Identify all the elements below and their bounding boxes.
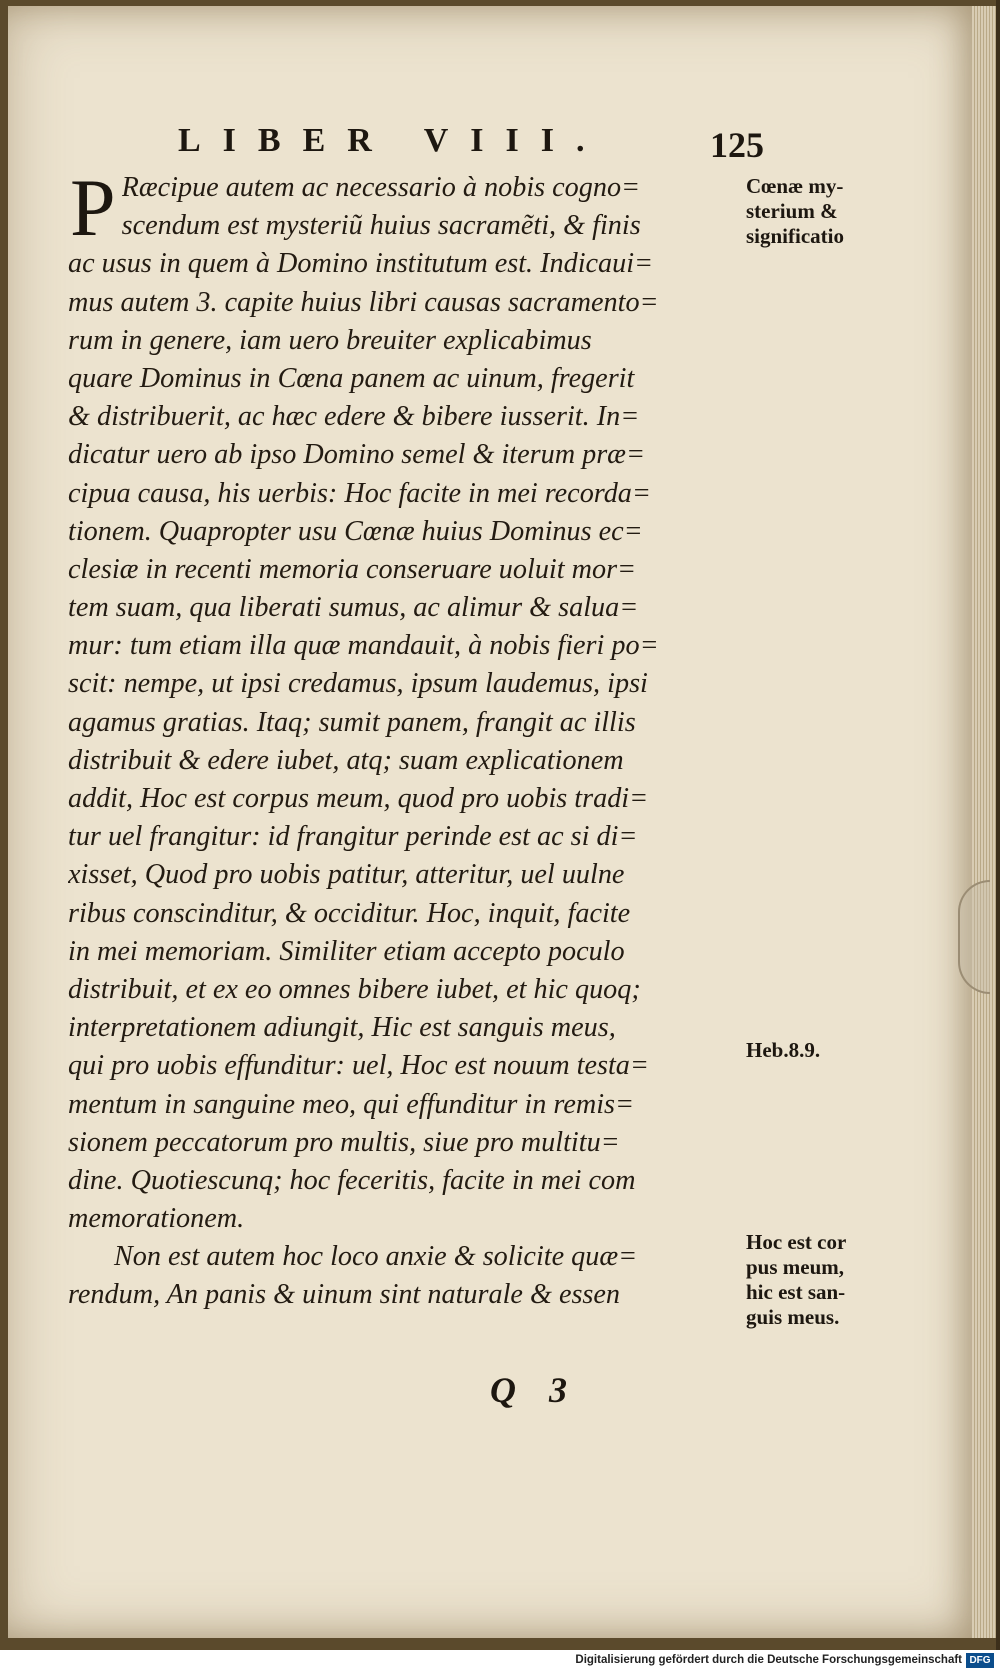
page-number: 125 (710, 125, 764, 165)
text-line: qui pro uobis effunditur: uel, Hoc est nouum testa= (68, 1050, 649, 1082)
margin-note (746, 1230, 881, 1330)
funding-credit: Digitalisierung gefördert durch die Deutsche Forschungsgemeinschaft (575, 1654, 962, 1666)
text-line: mur: tum etiam illa quæ mandauit, à nobis fieri po= (68, 630, 659, 662)
scan-edge (996, 0, 1000, 1650)
running-head: LIBER VIII. (178, 122, 607, 159)
text-line: mus autem 3. capite huius libri causas sacramento= (68, 286, 659, 318)
text-line: tur uel frangitur: id frangitur perinde est ac si di= (68, 821, 638, 853)
margin-note-line: pus meum, (746, 1255, 845, 1279)
text-line: memorationem. (68, 1203, 245, 1235)
page-fore-edge (972, 6, 996, 1638)
text-line: dine. Quotiescunq; hoc feceritis, facite in mei com (68, 1164, 636, 1196)
body-text (68, 162, 748, 1315)
text-line: in mei memoriam. Similiter etiam accepto poculo (68, 935, 625, 967)
signature-mark: Q 3 (490, 1370, 579, 1410)
text-line: Ræcipue autem ac necessario à nobis cogno= (121, 172, 641, 203)
text-line: cipua causa, his uerbis: Hoc facite in mei recorda= (68, 477, 651, 509)
text-line: ribus conscinditur, & occiditur. Hoc, inquit, facite (68, 897, 631, 929)
margin-note-line: guis meus. (746, 1305, 840, 1329)
text-line: xisset, Quod pro uobis patitur, atteritur, uel uulne (68, 859, 625, 891)
text-line: interpretationem adiungit, Hic est sanguis meus, (68, 1012, 616, 1044)
text-line: tionem. Quapropter usu Cœnæ huius Dominus ec= (68, 515, 643, 547)
text-line: distribuit, et ex eo omnes bibere iubet, et hic quoq; (68, 973, 641, 1005)
margin-note-line: significatio (746, 224, 844, 248)
text-line: ac usus in quem à Domino institutum est. Indicaui= (68, 248, 654, 280)
text-line: scendum est mysteriũ huius sacramẽti, & finis (121, 210, 641, 242)
text-line: addit, Hoc est corpus meum, quod pro uobis tradi= (68, 783, 649, 814)
text-line: distribuit & edere iubet, atq; suam explicationem (68, 744, 624, 776)
text-line: agamus gratias. Itaq; sumit panem, frangit ac illis (68, 706, 636, 738)
margin-note-line: Hoc est cor (746, 1230, 847, 1254)
text-line: & distribuerit, ac hæc edere & bibere iusserit. In= (68, 401, 640, 433)
footer-bar (0, 1650, 1000, 1673)
page-clip (958, 880, 990, 994)
drop-cap: P (70, 162, 116, 253)
text-line: Non est autem hoc loco anxie & solicite quæ= (114, 1241, 638, 1273)
text-line: dicatur uero ab ipso Domino semel & iterum præ= (68, 439, 646, 471)
text-line: clesiæ in recenti memoria conseruare uoluit mor= (68, 553, 637, 585)
text-line: sionem peccatorum pro multis, siue pro multitu= (68, 1126, 620, 1158)
margin-note (746, 1038, 881, 1063)
text-line: mentum in sanguine meo, qui effunditur in remis= (68, 1088, 635, 1120)
text-line: quare Dominus in Cœna panem ac uinum, fregerit (68, 362, 635, 394)
book-page (8, 6, 980, 1638)
dfg-logo-icon: DFG (966, 1653, 994, 1668)
margin-note-line: hic est san- (746, 1280, 846, 1304)
margin-note-line: sterium & (746, 199, 838, 223)
text-line: scit: nempe, ut ipsi credamus, ipsum laudemus, ipsi (68, 668, 648, 700)
text-line: rum in genere, iam uero breuiter explicabimus (68, 324, 592, 356)
text-line: rendum, An panis & uinum sint naturale & essen (68, 1279, 620, 1311)
margin-note (746, 174, 881, 249)
margin-note-line: Heb.8.9. (746, 1038, 821, 1062)
text-line: tem suam, qua liberati sumus, ac alimur & salua= (68, 592, 639, 624)
margin-note-line: Cœnæ my- (746, 174, 844, 198)
